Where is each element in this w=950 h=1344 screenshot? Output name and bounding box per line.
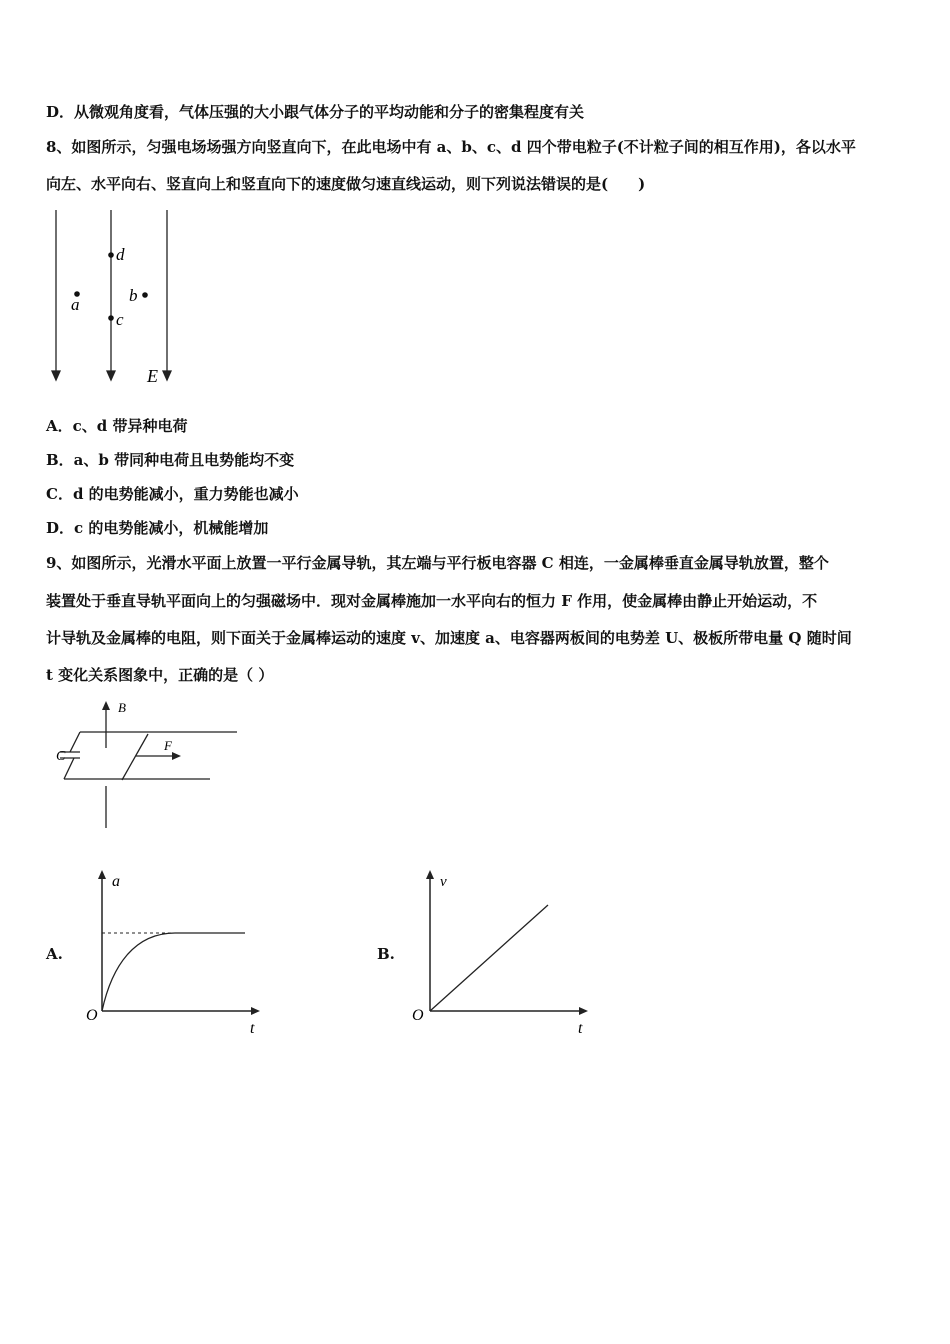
option-d-q7: D．从微观角度看，气体压强的大小跟气体分子的平均动能和分子的密集程度有关: [46, 103, 585, 121]
question-9-line-3: 计导轨及金属棒的电阻，则下面关于金属棒运动的速度 v、加速度 a、电容器两板间的电势差 U、极板所带电量 Q 随时间: [46, 629, 852, 647]
label-B: B: [118, 700, 126, 715]
label-a: a: [71, 295, 80, 314]
particle-d: [108, 252, 114, 258]
question-9-line-1: 9、如图所示，光滑水平面上放置一平行金属导轨，其左端与平行板电容器 C 相连，一金属棒垂直金属导轨放置，整个: [46, 554, 829, 572]
label-C: C: [56, 749, 66, 764]
question-9-line-4: t 变化关系图象中，正确的是（ ）: [46, 666, 274, 684]
rail-capacitor-figure: [50, 698, 250, 833]
label-E: E: [147, 366, 158, 386]
option-d-q8: D．c 的电势能减小，机械能增加: [46, 519, 269, 537]
axis-label-v: v: [440, 874, 447, 890]
graph-b: [408, 865, 593, 1040]
graph-a: [80, 865, 265, 1040]
label-d: d: [116, 245, 125, 264]
question-8-line-2: 向左、水平向右、竖直向上和竖直向下的速度做匀速直线运动，则下列说法错误的是( ): [46, 175, 646, 193]
graph-a-label: A.: [46, 945, 63, 963]
axis-label-t: t: [250, 1020, 255, 1037]
question-9-line-2: 装置处于垂直导轨平面向上的匀强磁场中．现对金属棒施加一水平向右的恒力 F 作用，使金属棒由静止开始运动，不: [46, 592, 818, 610]
origin-label: O: [86, 1007, 98, 1024]
option-a-q8: A．c、d 带异种电荷: [46, 417, 188, 435]
label-c: c: [116, 310, 124, 329]
label-b: b: [129, 286, 138, 305]
option-c-q8: C．d 的电势能减小，重力势能也减小: [46, 485, 299, 503]
axis-label-a: a: [112, 873, 120, 890]
question-8-line-1: 8、如图所示，匀强电场场强方向竖直向下，在此电场中有 a、b、c、d 四个带电粒子(不计粒子间的相互作用)，各以水平: [46, 138, 856, 156]
electric-field-figure: [40, 205, 190, 390]
particle-c: [108, 315, 114, 321]
graph-b-label: B.: [377, 945, 395, 963]
origin-label: O: [412, 1007, 424, 1024]
particle-b: [142, 292, 148, 298]
label-F: F: [164, 738, 172, 753]
axis-label-t: t: [578, 1020, 583, 1037]
option-b-q8: B．a、b 带同种电荷且电势能均不变: [46, 451, 295, 469]
